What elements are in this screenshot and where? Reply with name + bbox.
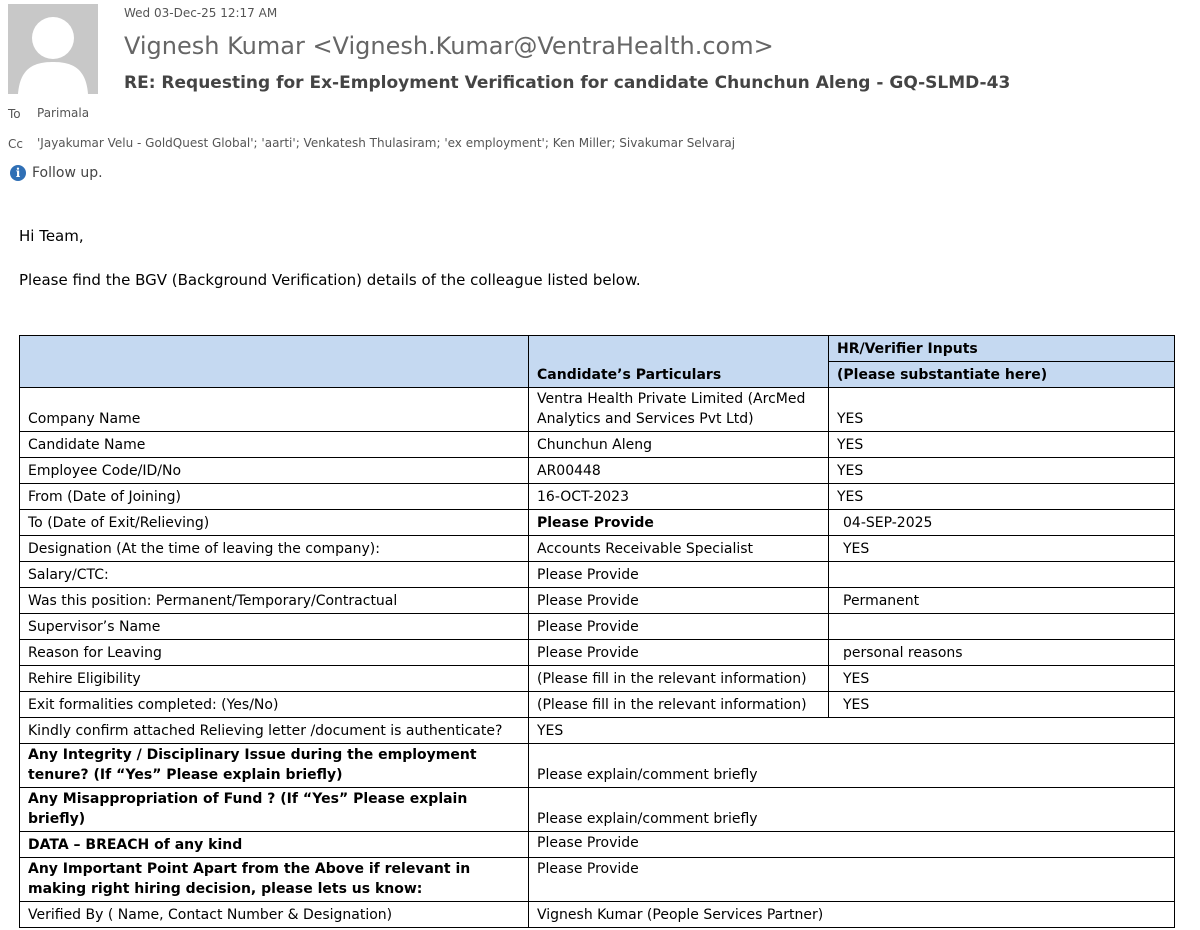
table-row <box>20 718 1175 744</box>
table-row <box>20 432 1175 458</box>
row-particulars: Please Provide <box>529 510 829 536</box>
header-blank-cell <box>20 336 529 388</box>
row-input <box>829 562 1175 588</box>
row-particulars: AR00448 <box>529 458 829 484</box>
row-input: YES <box>829 666 1175 692</box>
row-input: 04-SEP-2025 <box>829 510 1175 536</box>
table-row <box>20 388 1175 432</box>
row-value: Please Provide <box>529 858 1175 902</box>
followup-flag <box>10 165 103 181</box>
table-row <box>20 562 1175 588</box>
row-input: YES <box>829 536 1175 562</box>
row-particulars: Accounts Receivable Specialist <box>529 536 829 562</box>
row-particulars: Please Provide <box>529 588 829 614</box>
row-value: Please explain/comment briefly <box>529 788 1175 832</box>
row-label: Company Name <box>20 388 529 432</box>
to-recipients[interactable]: Parimala <box>37 106 90 120</box>
table-row <box>20 666 1175 692</box>
row-label: DATA – BREACH of any kind <box>20 832 529 858</box>
row-input: YES <box>829 692 1175 718</box>
header-substantiate: (Please substantiate here) <box>829 362 1175 388</box>
email-sender[interactable]: Vignesh Kumar <Vignesh.Kumar@VentraHealth.com> <box>124 32 774 60</box>
row-label: Reason for Leaving <box>20 640 529 666</box>
row-label: Designation (At the time of leaving the company): <box>20 536 529 562</box>
header-particulars: Candidate’s Particulars <box>529 336 829 388</box>
table-row <box>20 640 1175 666</box>
row-label: Supervisor’s Name <box>20 614 529 640</box>
row-input: YES <box>829 388 1175 432</box>
table-row <box>20 832 1175 858</box>
row-label: Any Integrity / Disciplinary Issue during the employment tenure? (If “Yes” Please explain briefly) <box>20 744 529 788</box>
table-row <box>20 458 1175 484</box>
row-input: Permanent <box>829 588 1175 614</box>
table-row <box>20 788 1175 832</box>
sender-avatar <box>8 4 98 94</box>
followup-text: Follow up. <box>32 165 103 181</box>
email-date: Wed 03-Dec-25 12:17 AM <box>124 6 278 20</box>
row-input: YES <box>829 484 1175 510</box>
row-label: Any Important Point Apart from the Above if relevant in making right hiring decision, please lets us know: <box>20 858 529 902</box>
row-label: Any Misappropriation of Fund ? (If “Yes” Please explain briefly) <box>20 788 529 832</box>
row-particulars: Please Provide <box>529 640 829 666</box>
table-row <box>20 692 1175 718</box>
row-input: personal reasons <box>829 640 1175 666</box>
row-label: Verified By ( Name, Contact Number & Designation) <box>20 902 529 928</box>
row-label: Employee Code/ID/No <box>20 458 529 484</box>
row-value: YES <box>529 718 1175 744</box>
table-row <box>20 510 1175 536</box>
row-particulars: Chunchun Aleng <box>529 432 829 458</box>
person-silhouette-icon <box>8 4 98 94</box>
table-row <box>20 902 1175 928</box>
row-particulars: (Please fill in the relevant information) <box>529 666 829 692</box>
row-label: Was this position: Permanent/Temporary/Contractual <box>20 588 529 614</box>
bgv-table <box>19 335 1175 928</box>
row-input: YES <box>829 432 1175 458</box>
table-header-row <box>20 336 1175 362</box>
email-subject: RE: Requesting for Ex-Employment Verification for candidate Chunchun Aleng - GQ-SLMD-43 <box>124 73 1011 93</box>
row-label: Exit formalities completed: (Yes/No) <box>20 692 529 718</box>
row-value: Please explain/comment briefly <box>529 744 1175 788</box>
row-label: Salary/CTC: <box>20 562 529 588</box>
row-value: Please Provide <box>529 832 1175 858</box>
row-particulars: Please Provide <box>529 562 829 588</box>
row-value: Vignesh Kumar (People Services Partner) <box>529 902 1175 928</box>
row-input: YES <box>829 458 1175 484</box>
table-row <box>20 744 1175 788</box>
to-label: To <box>8 107 21 121</box>
row-label: Candidate Name <box>20 432 529 458</box>
header-verifier-inputs: HR/Verifier Inputs <box>829 336 1175 362</box>
table-row <box>20 588 1175 614</box>
cc-label: Cc <box>8 137 23 151</box>
row-input <box>829 614 1175 640</box>
row-label: To (Date of Exit/Relieving) <box>20 510 529 536</box>
row-label: Kindly confirm attached Relieving letter /document is authenticate? <box>20 718 529 744</box>
row-particulars: Please Provide <box>529 614 829 640</box>
info-icon: i <box>10 165 26 181</box>
cc-recipients[interactable]: 'Jayakumar Velu - GoldQuest Global'; 'aarti'; Venkatesh Thulasiram; 'ex employment'; Ken Miller; Sivakumar Selvaraj <box>37 136 736 150</box>
row-particulars: Ventra Health Private Limited (ArcMed Analytics and Services Pvt Ltd) <box>529 388 829 432</box>
greeting: Hi Team, <box>19 227 84 245</box>
table-row <box>20 614 1175 640</box>
table-row <box>20 858 1175 902</box>
row-particulars: (Please fill in the relevant information) <box>529 692 829 718</box>
row-particulars: 16-OCT-2023 <box>529 484 829 510</box>
intro-text: Please find the BGV (Background Verification) details of the colleague listed below. <box>19 271 641 289</box>
table-row <box>20 484 1175 510</box>
row-label: Rehire Eligibility <box>20 666 529 692</box>
table-row <box>20 536 1175 562</box>
row-label: From (Date of Joining) <box>20 484 529 510</box>
